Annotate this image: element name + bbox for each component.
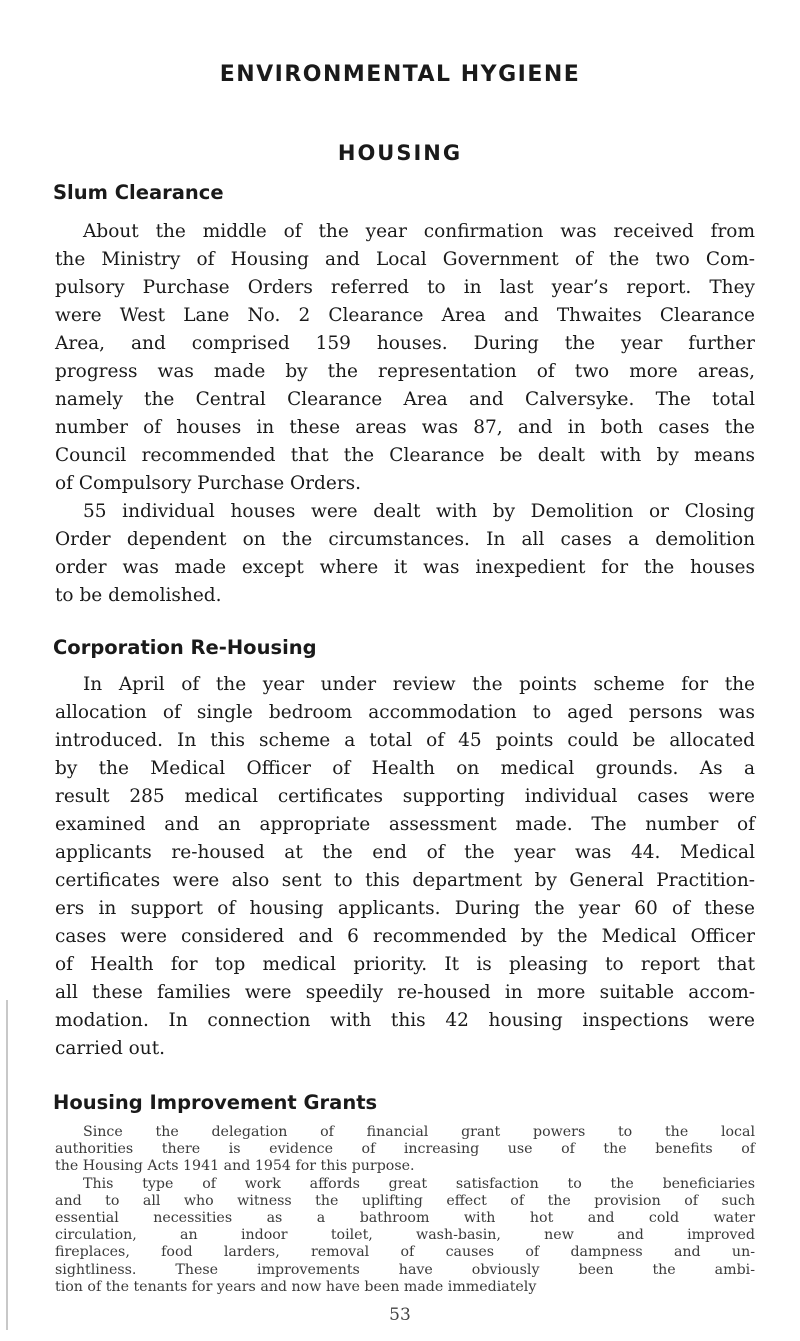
text-line: all these families were speedily re-housed in more suitable accom-: [55, 982, 755, 1003]
text-line: Council recommended that the Clearance be dealt with by means: [55, 445, 755, 466]
text-line: carried out.: [55, 1038, 166, 1059]
text-line: Order dependent on the circumstances. In all cases a demolition: [55, 529, 755, 550]
text-line: tion of the tenants for years and now have been made immediately: [55, 1278, 537, 1295]
text-line: authorities there is evidence of increasing use of the benefits of: [55, 1141, 755, 1158]
text-line: pulsory Purchase Orders referred to in last year’s report. They: [55, 277, 755, 298]
section-heading-corporation-re-housing: Corporation Re-Housing: [53, 636, 317, 659]
text-line: cases were considered and 6 recommended by the Medical Officer: [55, 926, 755, 947]
text-line: the Housing Acts 1941 and 1954 for this purpose.: [55, 1158, 415, 1175]
text-line: to be demolished.: [55, 585, 222, 606]
text-line: modation. In connection with this 42 housing inspections were: [55, 1010, 755, 1031]
page-subtitle: HOUSING: [337, 141, 463, 165]
text-line: of Compulsory Purchase Orders.: [55, 473, 362, 494]
text-line: result 285 medical certificates supporting individual cases were: [55, 786, 755, 807]
text-line: applicants re-housed at the end of the year was 44. Medical: [55, 842, 755, 863]
text-line: of Health for top medical priority. It is pleasing to report that: [55, 954, 755, 975]
text-line: Area, and comprised 159 houses. During the year further: [55, 333, 755, 354]
text-line: namely the Central Clearance Area and Calversyke. The total: [55, 389, 755, 410]
text-line: In April of the year under review the points scheme for the: [83, 674, 755, 695]
text-line: essential necessities as a bathroom with hot and cold water: [55, 1210, 755, 1226]
text-line: certificates were also sent to this department by General Practition-: [55, 870, 755, 891]
text-line: About the middle of the year confirmation was received from: [83, 221, 755, 242]
text-line: progress was made by the representation of two more areas,: [55, 361, 755, 382]
text-line: circulation, an indoor toilet, wash-basin, new and improved: [55, 1227, 755, 1244]
text-line: ers in support of housing applicants. During the year 60 of these: [55, 898, 755, 919]
section-heading-housing-improvement-grants: Housing Improvement Grants: [53, 1091, 378, 1114]
text-line: were West Lane No. 2 Clearance Area and Thwaites Clearance: [55, 305, 755, 326]
text-line: and to all who witness the uplifting effect of the provision of such: [55, 1192, 755, 1209]
text-line: examined and an appropriate assessment made. The number of: [55, 814, 755, 835]
text-line: order was made except where it was inexpedient for the houses: [55, 557, 755, 578]
section-heading-slum-clearance: Slum Clearance: [53, 181, 224, 204]
text-line: by the Medical Officer of Health on medical grounds. As a: [55, 758, 755, 779]
text-line: introduced. In this scheme a total of 45 points could be allocated: [55, 730, 755, 751]
page-number: 53: [389, 1305, 411, 1325]
page-title: ENVIRONMENTAL HYGIENE: [219, 62, 581, 87]
text-line: 55 individual houses were dealt with by Demolition or Closing: [83, 501, 755, 522]
text-line: fireplaces, food larders, removal of causes of dampness and un-: [55, 1244, 755, 1261]
text-line: sightliness. These improvements have obviously been the ambi-: [55, 1261, 755, 1278]
text-line: number of houses in these areas was 87, and in both cases the: [55, 417, 755, 438]
text-line: the Ministry of Housing and Local Government of the two Com-: [55, 249, 755, 270]
text-line: This type of work affords great satisfaction to the beneficiaries: [83, 1175, 755, 1192]
text-line: allocation of single bedroom accommodation to aged persons was: [55, 702, 755, 723]
text-line: Since the delegation of financial grant powers to the local: [83, 1124, 755, 1140]
scan-edge-mark: [6, 1000, 8, 1330]
